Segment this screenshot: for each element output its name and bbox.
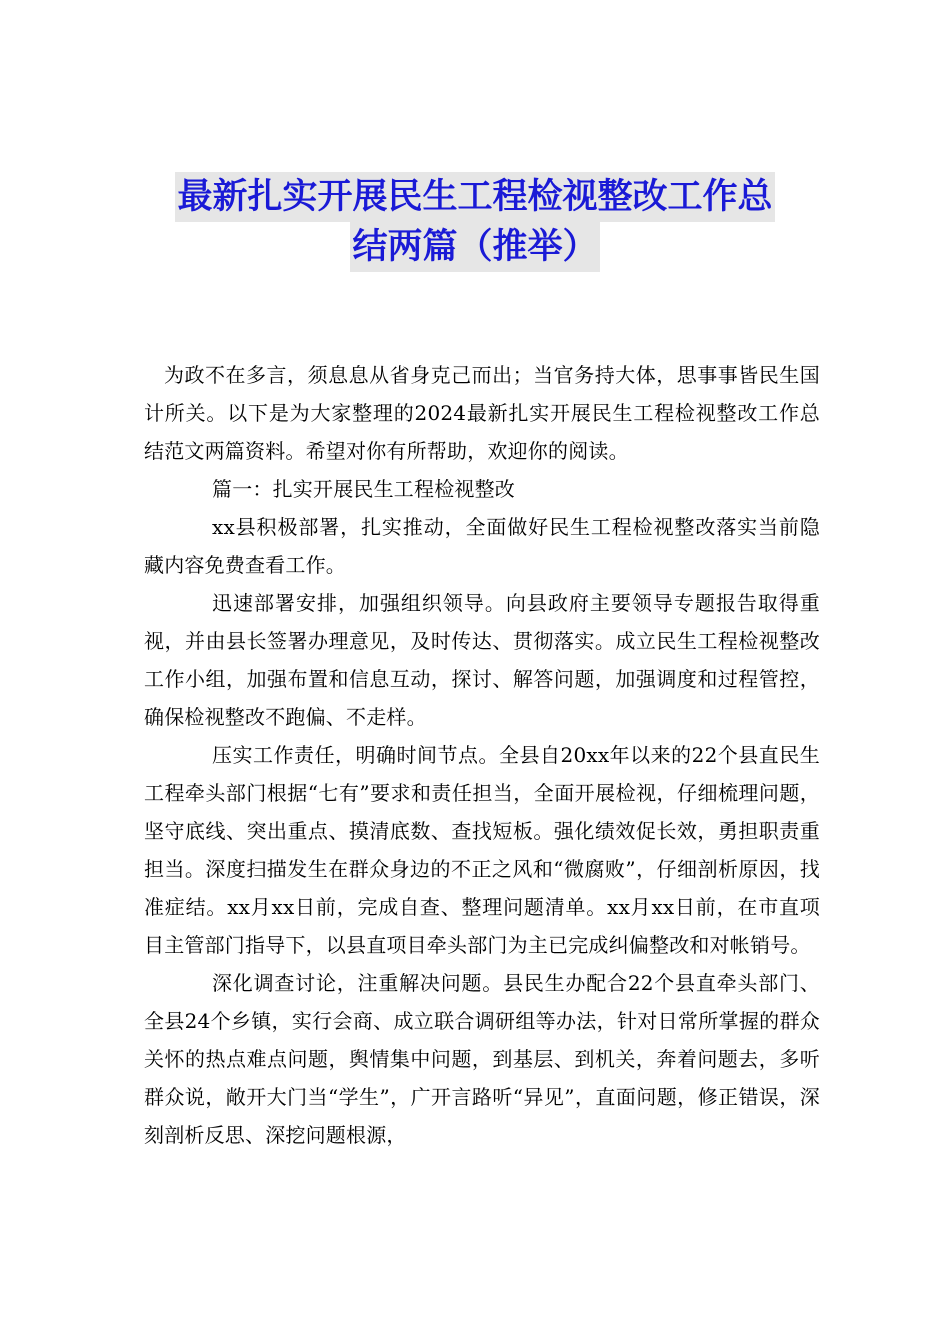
body-paragraph: 迅速部署安排，加强组织领导。向县政府主要领导专题报告取得重视，并由县长签署办理意见，及时传达、贯彻落实。成立民生工程检视整改工作小组，加强布置和信息互动，探讨、解答问题，加强调度和过程管控，确保检视整改不跑偏、不走样。 <box>144 591 820 729</box>
document-title <box>120 172 830 272</box>
intro-paragraph: 为政不在多言，须息息从省身克己而出；当官务持大体，思事事皆民生国计所关。以下是为大家整理的2024最新扎实开展民生工程检视整改工作总结范文两篇资料。希望对你有所帮助，欢迎你的阅读。 <box>144 363 820 463</box>
body-paragraph: 压实工作责任，明确时间节点。全县自20xx年以来的22个县直民生工程牵头部门根据“七有”要求和责任担当，全面开展检视，仔细梳理问题，坚守底线、突出重点、摸清底数、查找短板。强化绩效促长效，勇担职责重担当。深度扫描发生在群众身边的不正之风和“微腐败”，仔细剖析原因，找准症结。xx月xx日前，完成自查、整理问题清单。xx月xx日前，在市直项目主管部门指导下，以县直项目牵头部门为主已完成纠偏整改和对帐销号。 <box>144 743 820 957</box>
body-paragraph: 深化调查讨论，注重解决问题。县民生办配合22个县直牵头部门、全县24个乡镇，实行会商、成立联合调研组等办法，针对日常所掌握的群众关怀的热点难点问题，舆情集中问题，到基层、到机关，奔着问题去，多听群众说，敞开大门当“学生”，广开言路听“异见”，直面问题，修正错误，深刻剖析反思、深挖问题根源， <box>144 971 820 1147</box>
title-line-2: 结两篇（推举） <box>350 222 599 272</box>
body-paragraph: xx县积极部署，扎实推动，全面做好民生工程检视整改落实当前隐藏内容免费查看工作。 <box>144 515 820 577</box>
document-body <box>144 356 820 1154</box>
title-line-1: 最新扎实开展民生工程检视整改工作总 <box>175 172 774 222</box>
section-heading: 篇一：扎实开展民生工程检视整改 <box>212 477 515 501</box>
